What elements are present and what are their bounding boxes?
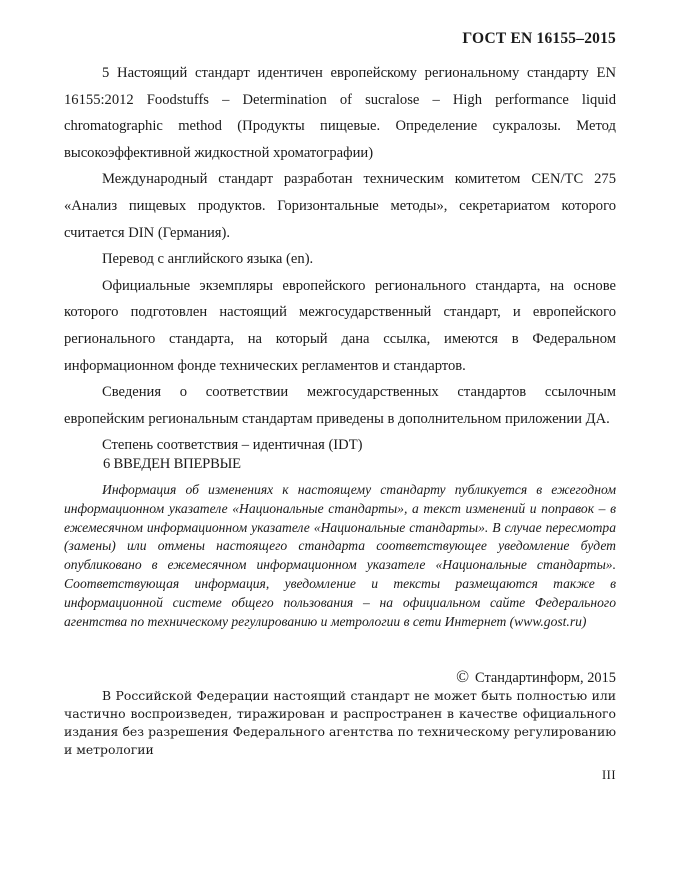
change-information-note: Информация об изменениях к настоящему стандарту публикуется в ежегодном информационном указателе «Национальные стандарты», а текст изменений и поправок – в ежемесячном информационном указателе «Национальные стандарты». В случае пересмотра (замены) или отмены настоящего стандарта соответствующее уведомление будет опубликовано в ежемесячном информационном указателе «Национальные стандарты». Соответствующая информация, уведомление и тексты размещаются также в информационной системе общего пользования – на официальном сайте Федерального агентства по техническому регулированию и метрологии в сети Интернет (www.gost.ru): [64, 482, 616, 629]
copyright-line: [456, 667, 616, 687]
paragraph-identity-statement: 5 Настоящий стандарт идентичен европейскому региональному стандарту EN 16155:2012 Foodstuffs – Determination of sucralose – High performance liquid chromatographic method (Продукты пищевые. Определение сукралозы. Метод высокоэффективной жидкостной хроматографии): [64, 65, 616, 161]
paragraph-degree-of-correspondence: Степень соответствия – идентичная (IDT): [102, 437, 363, 454]
foreword-body: [64, 60, 616, 459]
page-number: III: [602, 768, 616, 782]
standard-id-header: ГОСТ EN 16155–2015: [462, 30, 616, 47]
paragraph-technical-committee: Международный стандарт разработан техническим комитетом CEN/TC 275 «Анализ пищевых продуктов. Горизонтальные методы», секретариатом которого считается DIN (Германия).: [64, 171, 616, 241]
paragraph-official-copies: Официальные экземпляры европейского регионального стандарта, на основе которого подготовлен настоящий межгосударственный стандарт, и европейского регионального стандарта, на который дана ссылка, имеются в Федеральном информационном фонде технических регламентов и стандартов.: [64, 277, 616, 374]
edition-note: 6 ВВЕДЕН ВПЕРВЫЕ: [103, 456, 241, 472]
paragraph-translation: Перевод с английского языка (en).: [102, 251, 314, 268]
copyright-text: Стандартинформ, 2015: [475, 670, 616, 686]
rights-notice: В Российской Федерации настоящий стандарт не может быть полностью или частично воспроизведен, тиражирован и распространен в качестве официального издания без разрешения Федерального агентства по техническому регулированию и метрологии: [64, 688, 616, 757]
copyright-symbol: ©: [456, 667, 470, 686]
paragraph-correspondence: Сведения о соответствии межгосударственных стандартов ссылочным европейским региональным стандартам приведены в дополнительном приложении ДА.: [64, 384, 616, 427]
